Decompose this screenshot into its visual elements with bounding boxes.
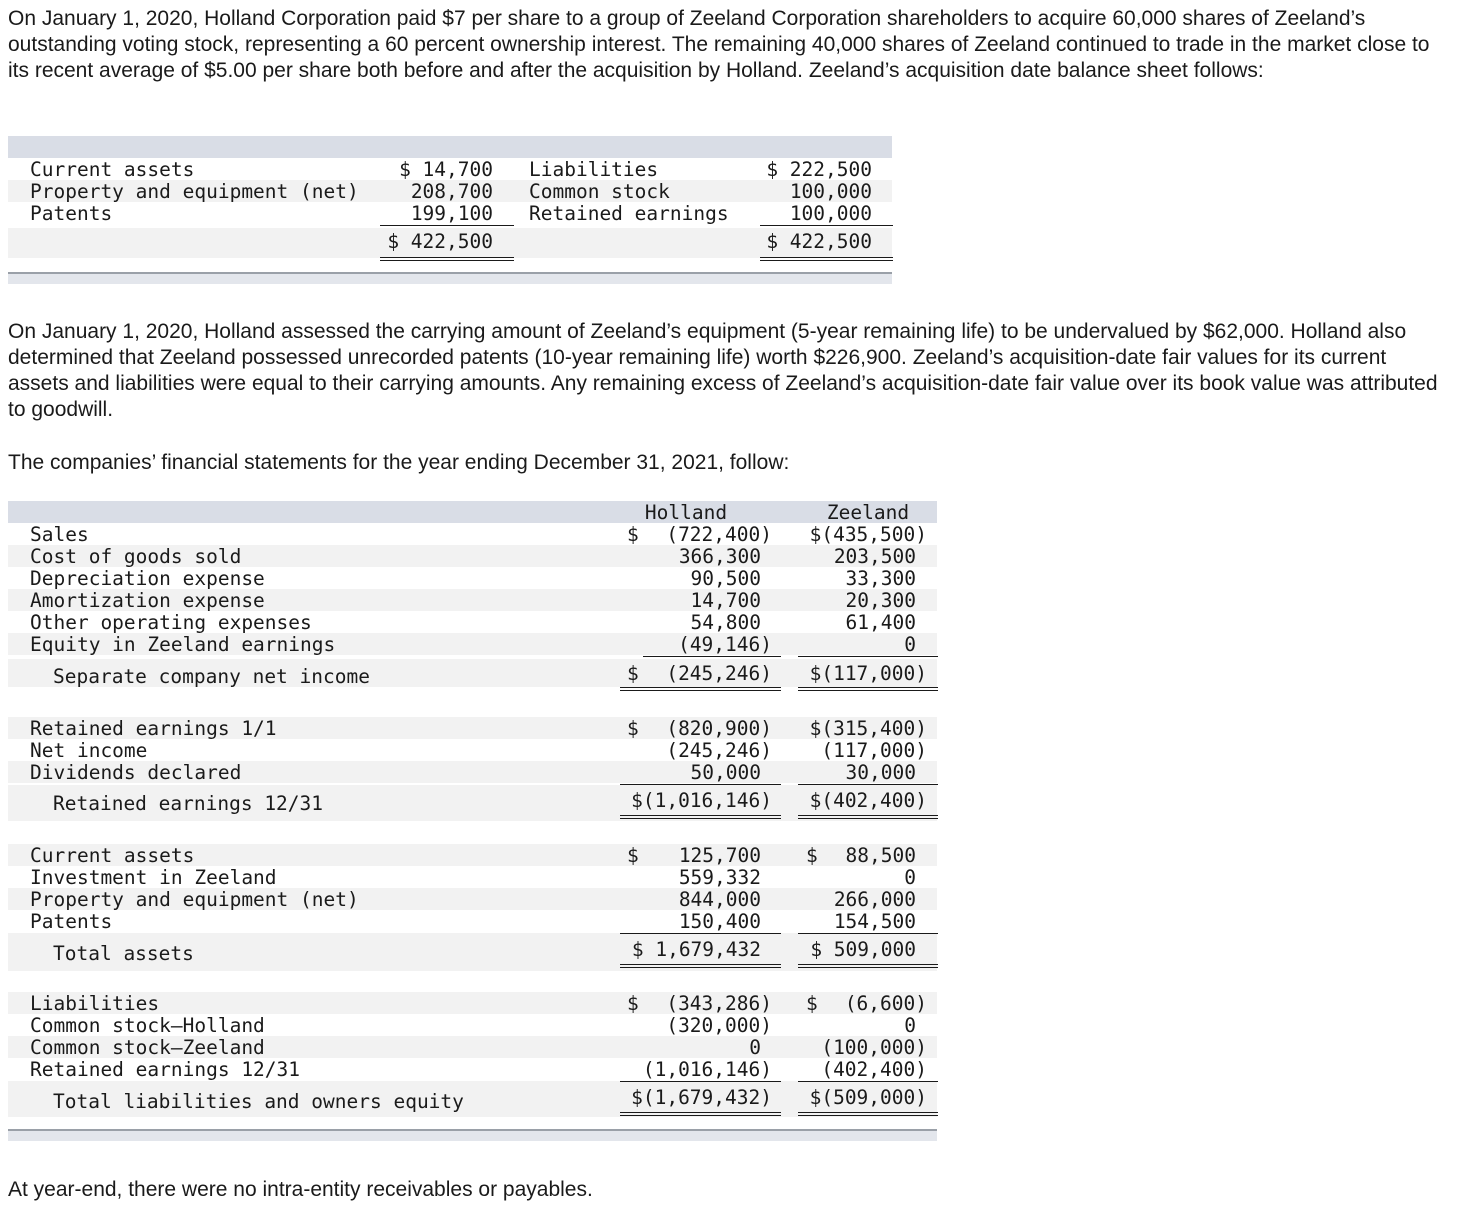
holland-value: 14,700	[690, 589, 761, 612]
row-label: Common stock–Holland	[30, 1014, 265, 1037]
bs-liability-label: Retained earnings	[529, 202, 729, 225]
row-label: Common stock–Zeeland	[30, 1036, 265, 1059]
holland-value: (1,016,146)	[642, 1058, 772, 1081]
zeeland-total: $(402,400)	[809, 789, 927, 812]
row-label: Patents	[30, 910, 113, 933]
total-label: Total liabilities and owners equity	[53, 1090, 464, 1113]
intro-paragraph: On January 1, 2020, Holland Corporation paid $7 per share to a group of Zeeland Corporation shareholders to acquire 60,000 shares of Zeeland’s outstanding voting stock, representing a 60 percent ownership interest. The remaining 40,000 shares of Zeeland continued to trade in the market close to its recent average of $5.00 per share both before and after the acquisition by Holland. Zeeland’s acquisition date balance sheet follows:	[8, 7, 1430, 82]
holland-value: 125,700	[678, 844, 761, 867]
holland-value: (320,000)	[666, 1014, 772, 1037]
total-label: Total assets	[53, 942, 194, 965]
footer-note: At year-end, there were no intra-entity receivables or payables.	[8, 1178, 593, 1201]
table-header-band	[8, 501, 937, 523]
row-label: Other operating expenses	[30, 611, 312, 634]
bs-asset-value: 199,100	[410, 202, 493, 225]
table-header-band	[8, 136, 892, 158]
bs-asset-value: 208,700	[410, 180, 493, 203]
row-label: Sales	[30, 523, 89, 546]
holland-value: (722,400)	[666, 523, 772, 546]
holland-value: 90,500	[690, 567, 761, 590]
zeeland-value: 0	[904, 633, 916, 656]
holland-value: (245,246)	[666, 739, 772, 762]
zeeland-value: 33,300	[845, 567, 916, 590]
bs-liability-value: 100,000	[789, 202, 872, 225]
bs-liability-label: Liabilities	[529, 158, 659, 181]
row-label: Retained earnings 1/1	[30, 717, 277, 740]
dollar-sign: $	[627, 662, 639, 685]
holland-total: (245,246)	[666, 662, 772, 685]
zeeland-value: $(315,400)	[809, 717, 927, 740]
col-header-zeeland: Zeeland	[826, 501, 910, 524]
row-label: Liabilities	[30, 992, 160, 1015]
holland-value: (49,146)	[678, 633, 772, 656]
row-label: Amortization expense	[30, 589, 265, 612]
dollar-sign: $	[806, 992, 818, 1015]
zeeland-total: $(509,000)	[809, 1086, 927, 1109]
bs-asset-label: Patents	[30, 202, 113, 225]
holland-value: 54,800	[690, 611, 761, 634]
holland-value: 559,332	[678, 866, 761, 889]
acquisition-balance-sheet	[8, 136, 892, 284]
zeeland-value: 0	[904, 866, 916, 889]
zeeland-value: 20,300	[845, 589, 916, 612]
zeeland-value: 203,500	[833, 545, 916, 568]
dollar-sign: $	[627, 717, 639, 740]
bs-asset-label: Current assets	[30, 158, 195, 181]
total-label: Separate company net income	[53, 665, 370, 688]
bs-liability-label: Common stock	[529, 180, 670, 203]
row-label: Retained earnings 12/31	[30, 1058, 301, 1081]
zeeland-value: 61,400	[845, 611, 916, 634]
holland-value: 50,000	[690, 761, 761, 784]
zeeland-value: (402,400)	[821, 1058, 927, 1081]
zeeland-value: (117,000)	[821, 739, 927, 762]
zeeland-total: $ 509,000	[810, 938, 916, 961]
bs-liabilities-total: $ 422,500	[766, 230, 872, 253]
financial-statements-table	[8, 501, 937, 1141]
holland-value: (343,286)	[666, 992, 772, 1015]
bs-asset-value: $ 14,700	[399, 158, 493, 181]
dollar-sign: $	[627, 523, 639, 546]
holland-total: $ 1,679,432	[631, 938, 761, 961]
row-label: Cost of goods sold	[30, 545, 242, 568]
col-header-holland: Holland	[644, 501, 728, 524]
zeeland-value: 266,000	[833, 888, 916, 911]
holland-value: 150,400	[678, 910, 761, 933]
row-label: Current assets	[30, 844, 195, 867]
bs-liability-value: 100,000	[789, 180, 872, 203]
holland-value: 844,000	[678, 888, 761, 911]
bs-liability-value: $ 222,500	[766, 158, 872, 181]
bs-asset-label: Property and equipment (net)	[30, 180, 359, 203]
holland-value: 366,300	[678, 545, 761, 568]
row-label: Equity in Zeeland earnings	[30, 633, 336, 656]
zeeland-total: $(117,000)	[809, 662, 927, 685]
valuation-paragraph: On January 1, 2020, Holland assessed the carrying amount of Zeeland’s equipment (5-year remaining life) to be undervalued by $62,000. Holland also determined that Zeeland possessed unrecorded patents (10-year remaining life) worth $226,900. Zeeland’s acquisition-date fair values for its current assets and liabilities were equal to their carrying amounts. Any remaining excess of Zeeland’s acquisition-date fair value over its book value was attributed to goodwill.	[8, 320, 1438, 421]
row-label: Depreciation expense	[30, 567, 265, 590]
dollar-sign: $	[806, 844, 818, 867]
zeeland-value: 88,500	[845, 844, 916, 867]
zeeland-value: 30,000	[845, 761, 916, 784]
dollar-sign: $	[627, 844, 639, 867]
zeeland-value: 154,500	[833, 910, 916, 933]
total-label: Retained earnings 12/31	[53, 792, 324, 815]
holland-value: (820,900)	[666, 717, 772, 740]
zeeland-value: (100,000)	[821, 1036, 927, 1059]
zeeland-value: (6,600)	[844, 992, 927, 1015]
holland-total: $(1,679,432)	[631, 1086, 772, 1109]
bs-assets-total: $ 422,500	[387, 230, 493, 253]
row-label: Investment in Zeeland	[30, 866, 277, 889]
holland-value: 0	[749, 1036, 761, 1059]
row-label: Property and equipment (net)	[30, 888, 359, 911]
table-end-bar	[8, 1129, 937, 1141]
row-label: Dividends declared	[30, 761, 242, 784]
holland-total: $(1,016,146)	[631, 789, 772, 812]
zeeland-value: $(435,500)	[809, 523, 927, 546]
zeeland-value: 0	[904, 1014, 916, 1037]
statements-intro: The companies’ financial statements for the year ending December 31, 2021, follow:	[8, 451, 790, 474]
table-end-bar	[8, 272, 892, 284]
dollar-sign: $	[627, 992, 639, 1015]
row-label: Net income	[30, 739, 148, 762]
